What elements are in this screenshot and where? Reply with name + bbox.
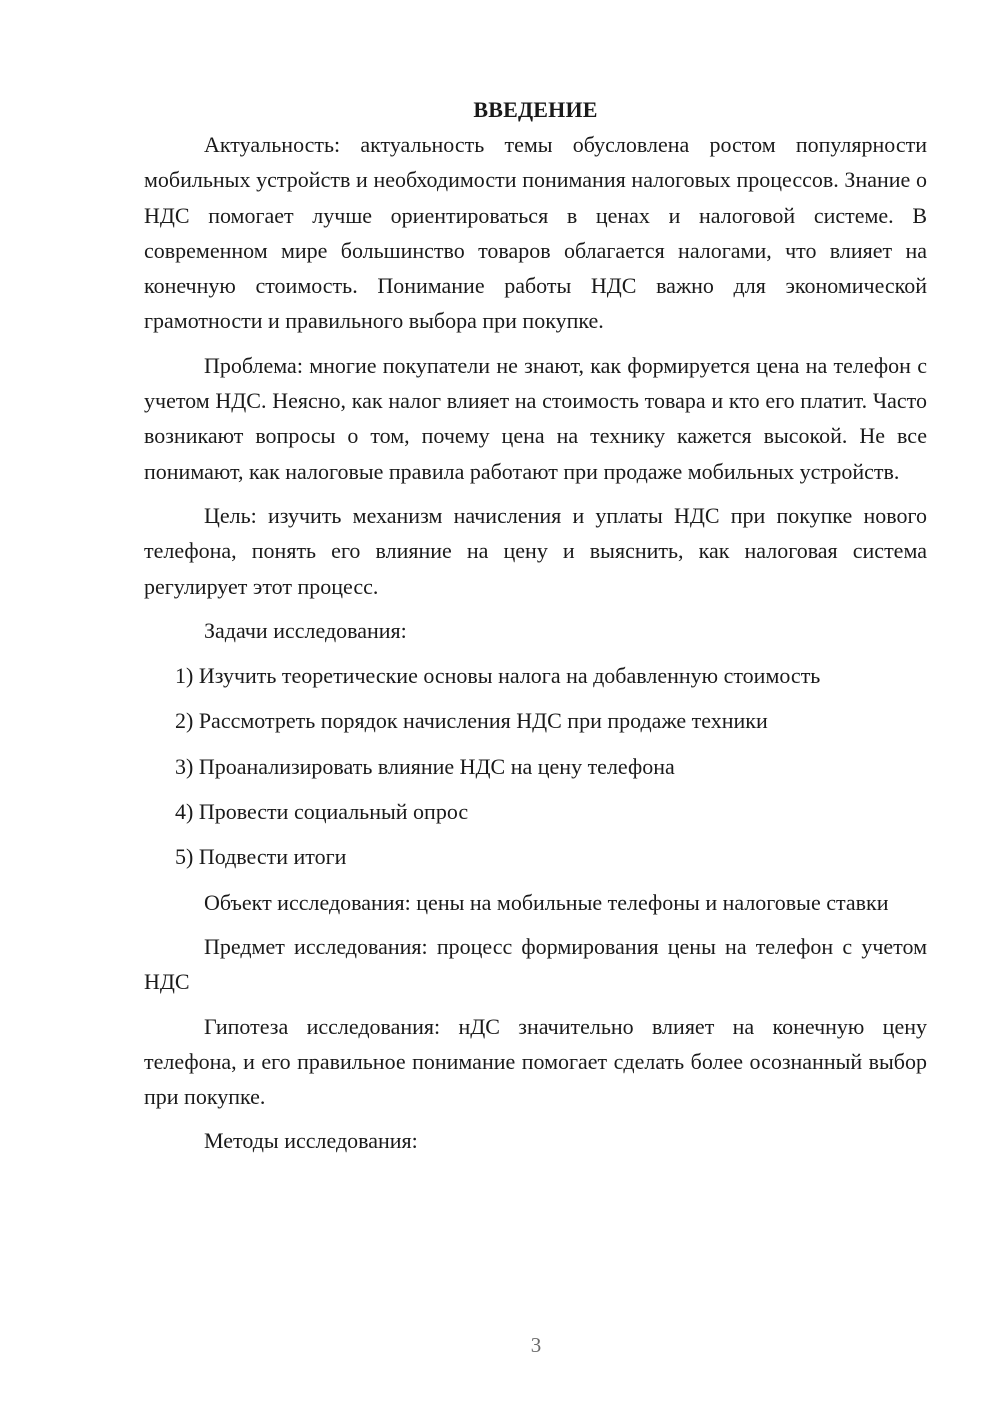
methods-heading: Методы исследования: [204, 1128, 418, 1154]
page-number: 3 [530, 1333, 542, 1357]
tasks-list [144, 658, 927, 874]
research-subject: Предмет исследования: процесс формирования цены на телефон с учетом НДС [144, 933, 927, 995]
problem-paragraph: Проблема: многие покупатели не знают, как формируется цена на телефон с учетом НДС. Неясно, как налог влияет на стоимость товара и кто его платит. Часто возникают вопросы о том, почему цена на технику кажется высокой. Не все понимают, как налоговые правила работают при продаже мобильных устройств. [144, 352, 927, 484]
list-item: 5) Подвести итоги [175, 844, 347, 870]
list-item: 1) Изучить теоретические основы налога на добавленную стоимость [175, 663, 821, 689]
relevance-paragraph: Актуальность: актуальность темы обусловлена ростом популярности мобильных устройств и необходимости понимания налоговых процессов. Знание о НДС помогает лучше ориентироваться в ценах и налоговой системе. В современном мире большинство товаров облагается налогами, что влияет на конечную стоимость. Понимание работы НДС важно для экономической грамотности и правильного выбора при покупке. [144, 132, 927, 334]
tasks-heading: Задачи исследования: [204, 617, 407, 643]
research-object: Объект исследования: цены на мобильные телефоны и налоговые ставки [204, 889, 889, 915]
list-item: 4) Провести социальный опрос [175, 799, 469, 825]
list-item: 3) Проанализировать влияние НДС на цену телефона [175, 753, 675, 779]
list-item: 2) Рассмотреть порядок начисления НДС при продаже техники [175, 708, 768, 734]
page-title: ВВЕДЕНИЕ [473, 97, 598, 122]
goal-paragraph: Цель: изучить механизм начисления и уплаты НДС при покупке нового телефона, понять его влияние на цену и выяснить, как налоговая система регулирует этот процесс. [144, 502, 927, 599]
page-content [144, 92, 927, 1169]
research-hypothesis: Гипотеза исследования: нДС значительно влияет на конечную цену телефона, и его правильное понимание помогает сделать более осознанный выбор при покупке. [144, 1013, 927, 1110]
